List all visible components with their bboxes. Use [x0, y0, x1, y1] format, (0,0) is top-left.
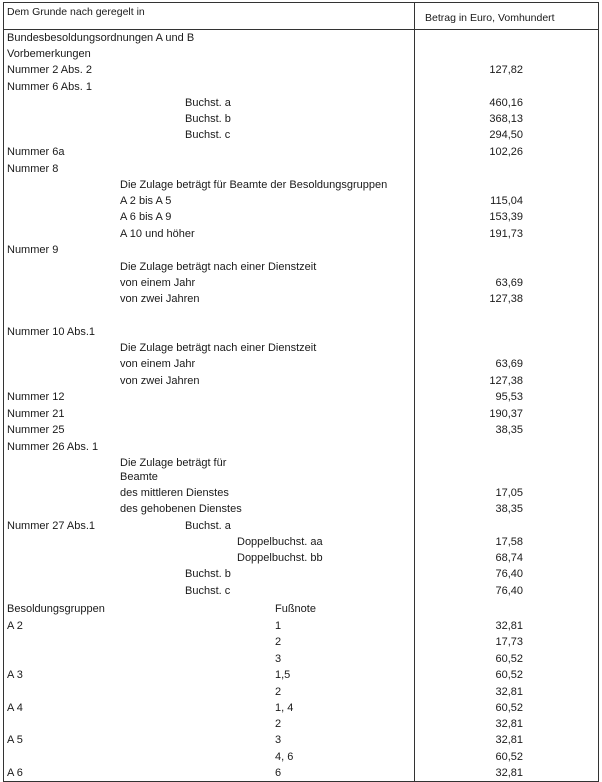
row-label: Nummer 27 Abs.1 [7, 520, 96, 532]
row-amount: 60,52 [495, 669, 523, 681]
row-label: Nummer 26 Abs. 1 [7, 441, 99, 453]
header-divider [3, 29, 599, 30]
row-amount: 63,69 [495, 358, 523, 370]
row-label: A 2 [7, 620, 23, 632]
row-amount: 60,52 [495, 751, 523, 763]
row-amount: 60,52 [495, 702, 523, 714]
row-amount: 76,40 [495, 585, 523, 597]
row-sublabel: Die Zulage beträgt nach einer Dienstzeit [120, 342, 317, 354]
row-sublabel: Die Zulage beträgt für Beamte der Besoldungsgruppen [120, 179, 388, 191]
row-amount: 460,16 [489, 97, 523, 109]
row-detail: Doppelbuchst. aa [237, 536, 323, 548]
row-amount: 127,82 [489, 64, 523, 76]
row-label: A 3 [7, 669, 23, 681]
row-detail: Fußnote [275, 603, 316, 615]
row-sublabel: von einem Jahr [120, 277, 196, 289]
row-amount: 38,35 [495, 424, 523, 436]
row-detail: 1,5 [275, 669, 291, 681]
row-amount: 17,73 [495, 636, 523, 648]
row-sublabel: Die Zulage beträgt nach einer Dienstzeit [120, 261, 317, 273]
header-right-label: Betrag in Euro, Vomhundert [425, 12, 555, 24]
row-amount: 102,26 [489, 146, 523, 158]
row-detail: 3 [275, 734, 282, 746]
header-left-label: Dem Grunde nach geregelt in [7, 6, 145, 18]
row-amount: 190,37 [489, 408, 523, 420]
row-sublabel: von zwei Jahren [120, 293, 200, 305]
row-amount: 38,35 [495, 503, 523, 515]
row-amount: 68,74 [495, 552, 523, 564]
row-sublabel: A 2 bis A 5 [120, 195, 172, 207]
row-label: Nummer 6a [7, 146, 65, 158]
row-amount: 32,81 [495, 767, 523, 779]
row-label: Nummer 10 Abs.1 [7, 326, 96, 338]
row-detail: 6 [275, 767, 282, 779]
row-amount: 368,13 [489, 113, 523, 125]
row-label: A 4 [7, 702, 23, 714]
row-amount: 32,81 [495, 734, 523, 746]
row-detail: 1 [275, 620, 282, 632]
row-amount: 60,52 [495, 653, 523, 665]
row-label: Nummer 6 Abs. 1 [7, 81, 92, 93]
row-label: Besoldungsgruppen [7, 603, 105, 615]
row-label: A 6 [7, 767, 23, 779]
row-detail: 2 [275, 636, 282, 648]
row-label: Nummer 2 Abs. 2 [7, 64, 92, 76]
row-detail: 3 [275, 653, 282, 665]
row-label: Nummer 9 [7, 244, 59, 256]
row-amount: 32,81 [495, 620, 523, 632]
row-amount: 17,05 [495, 487, 523, 499]
row-sublabel: A 6 bis A 9 [120, 211, 172, 223]
row-amount: 32,81 [495, 718, 523, 730]
row-sublabel: Buchst. a [185, 97, 231, 109]
row-sublabel: Buchst. b [185, 113, 231, 125]
row-amount: 153,39 [489, 211, 523, 223]
row-sublabel: von zwei Jahren [120, 375, 200, 387]
row-sublabel: Buchst. a [185, 520, 231, 532]
row-label: Nummer 12 [7, 391, 65, 403]
row-sublabel: des mittleren Dienstes [120, 487, 229, 499]
row-sublabel: des gehobenen Dienstes [120, 503, 242, 515]
row-sublabel: Buchst. c [185, 129, 231, 141]
row-sublabel: Buchst. c [185, 585, 231, 597]
row-sublabel: von einem Jahr [120, 358, 196, 370]
row-amount: 127,38 [489, 375, 523, 387]
row-label: Nummer 8 [7, 163, 59, 175]
row-detail: 4, 6 [275, 751, 294, 763]
row-sublabel: Buchst. b [185, 568, 231, 580]
row-detail: 2 [275, 686, 282, 698]
row-amount: 32,81 [495, 686, 523, 698]
row-amount: 76,40 [495, 568, 523, 580]
row-sublabel: Beamte [120, 471, 158, 483]
row-detail: 2 [275, 718, 282, 730]
row-detail: 1, 4 [275, 702, 294, 714]
row-detail: Doppelbuchst. bb [237, 552, 323, 564]
row-amount: 95,53 [495, 391, 523, 403]
row-amount: 127,38 [489, 293, 523, 305]
row-amount: 294,50 [489, 129, 523, 141]
row-label: Bundesbesoldungsordnungen A und B [7, 32, 195, 44]
row-amount: 17,58 [495, 536, 523, 548]
row-amount: 63,69 [495, 277, 523, 289]
row-sublabel: Die Zulage beträgt für [120, 457, 227, 469]
row-label: Nummer 21 [7, 408, 65, 420]
row-sublabel: A 10 und höher [120, 228, 195, 240]
row-label: A 5 [7, 734, 23, 746]
row-amount: 115,04 [490, 195, 523, 207]
row-label: Nummer 25 [7, 424, 65, 436]
row-label: Vorbemerkungen [7, 48, 91, 60]
row-amount: 191,73 [489, 228, 523, 240]
